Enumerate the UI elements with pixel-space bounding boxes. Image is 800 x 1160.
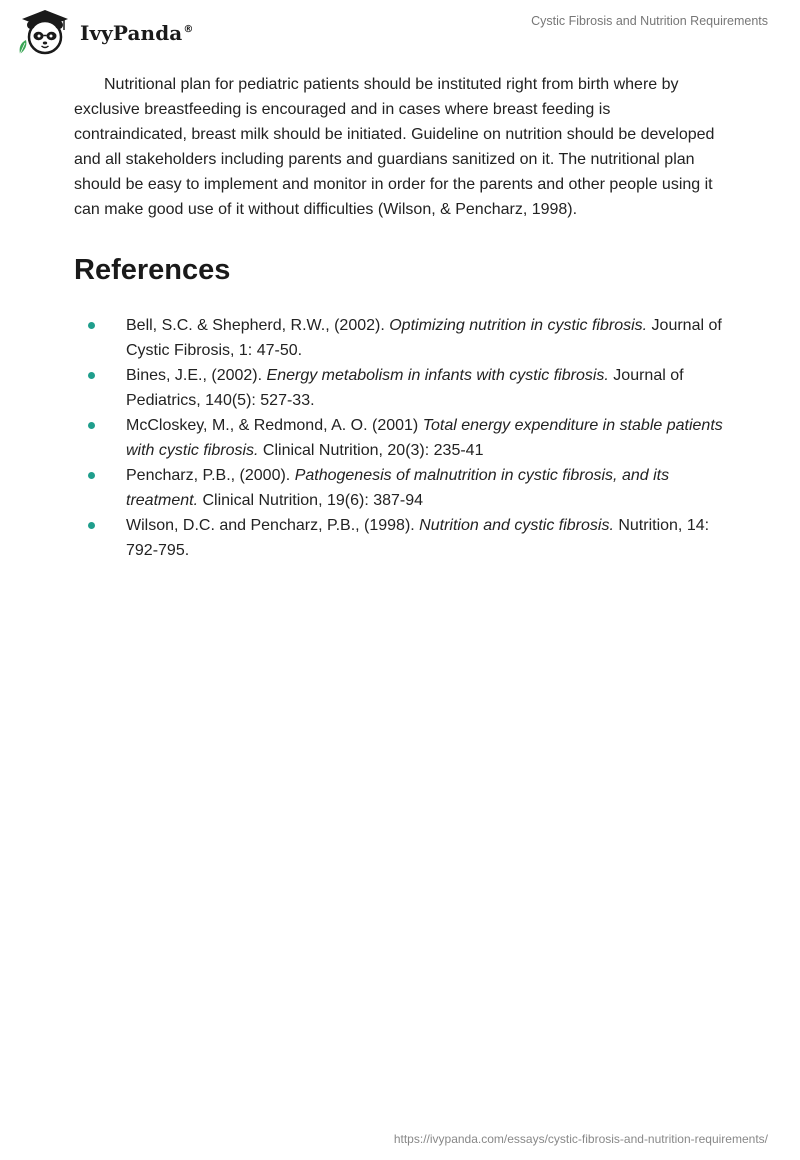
reference-item: Wilson, D.C. and Pencharz, P.B., (1998). Nutrition and cystic fibrosis. Nutrition, 14: 792-795.: [74, 513, 724, 563]
page-header: [0, 0, 800, 62]
bullet-icon: [88, 472, 95, 479]
references-list: [74, 313, 724, 563]
ivypanda-logo[interactable]: [16, 8, 193, 56]
body-paragraph: Nutritional plan for pediatric patients should be instituted right from birth where by exclusive breastfeeding is encouraged and in cases where breast feeding is contraindicated, breast milk should be initiated. Guideline on nutrition should be developed and all stakeholders including parents and guardians sanitized on it. The nutritional plan should be easy to implement and monitor in order for the parents and other people using it can make good use of it without difficulties (Wilson, & Pencharz, 1998).: [74, 76, 715, 218]
references-heading: References: [74, 254, 231, 286]
panda-graduate-logo-icon: [16, 8, 74, 56]
brand-name: IvyPanda®: [80, 21, 194, 45]
reference-item: Pencharz, P.B., (2000). Pathogenesis of malnutrition in cystic fibrosis, and its treatment. Clinical Nutrition, 19(6): 387-94: [74, 463, 724, 513]
document-title: Cystic Fibrosis and Nutrition Requirements: [531, 14, 768, 28]
reference-item: McCloskey, M., & Redmond, A. O. (2001) Total energy expenditure in stable patients with cystic fibrosis. Clinical Nutrition, 20(3): 235-41: [74, 413, 724, 463]
bullet-icon: [88, 372, 95, 379]
reference-item: Bines, J.E., (2002). Energy metabolism in infants with cystic fibrosis. Journal of Pediatrics, 140(5): 527-33.: [74, 363, 724, 413]
bullet-icon: [88, 522, 95, 529]
bullet-icon: [88, 422, 95, 429]
essay-content: [74, 72, 724, 563]
reference-item: Bell, S.C. & Shepherd, R.W., (2002). Optimizing nutrition in cystic fibrosis. Journal of Cystic Fibrosis, 1: 47-50.: [74, 313, 724, 363]
bullet-icon: [88, 322, 95, 329]
source-url-link[interactable]: https://ivypanda.com/essays/cystic-fibrosis-and-nutrition-requirements/: [393, 1132, 768, 1146]
